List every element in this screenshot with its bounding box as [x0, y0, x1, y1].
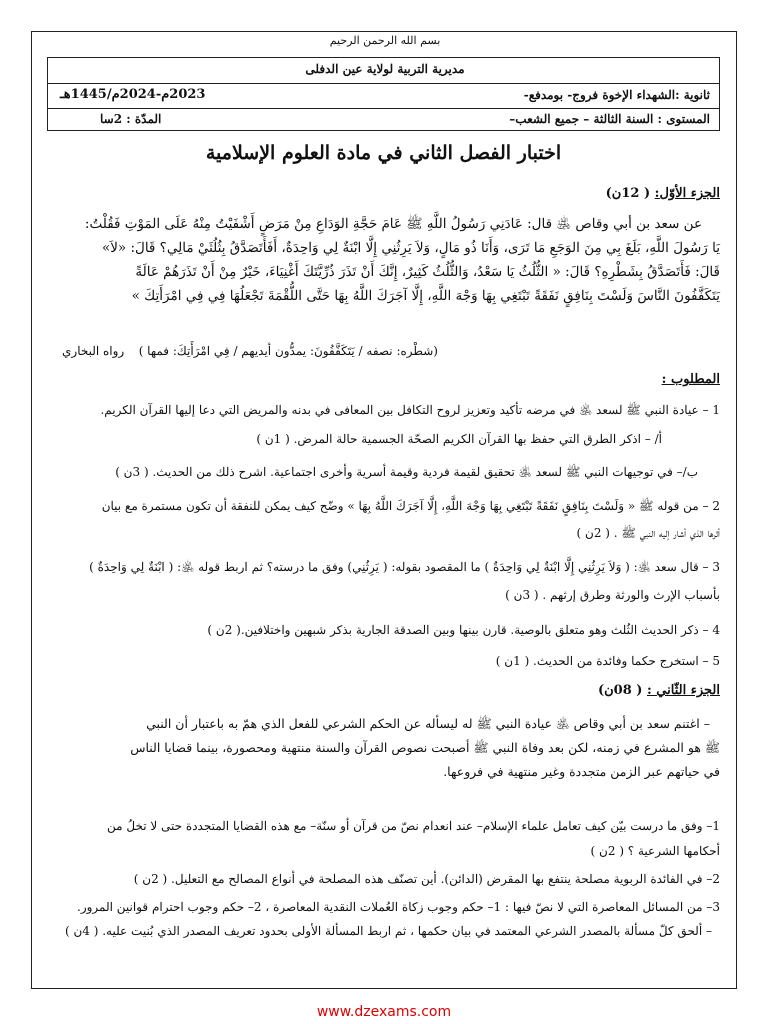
school-year: 2023م-2024م/1445هـ	[60, 87, 206, 102]
duration: المدّة : 2سا	[100, 112, 162, 126]
intro-line: في حياتهم عبر الزمن متجددة وغير منتهية في فروعها.	[443, 764, 720, 779]
part2-intro	[48, 712, 720, 784]
footer-url[interactable]: www.dzexams.com	[316, 1004, 452, 1020]
header-divider	[47, 108, 720, 109]
directorate: مديرية التربية لولاية عين الدفلى	[305, 62, 465, 76]
part1-heading	[606, 186, 720, 201]
narrator: رواه البخاري	[62, 344, 125, 358]
hadith-line: قَالَ: فَأَتَصَدَّقُ بِشَطْرِهِ؟ قَالَ: « الثُّلُثُ يَا سَعْدُ، وَالثُّلُثُ كَثِيرٌ، إِنَّكَ أَنْ تَذَرَ ذُرِّيَّتَكَ أَغْنِيَاءَ، خَيْرٌ مِنْ أَنْ تَذَرَهُمْ عَالَةً	[135, 264, 720, 280]
intro-line: – اغتنم سعد بن أبي وقاص ﵁ عيادة النبي ﷺ له ليسأله عن الحكم الشرعي للفعل الذي همّ به باعتبار أن النبي	[146, 716, 710, 731]
header-row-1	[60, 62, 710, 76]
part2-question-1-line2: أحكامها الشرعية ؟ ( 2ن )	[590, 844, 720, 858]
question-1: 1 – عيادة النبي ﷺ لسعد ﵁ في مرضه تأكيد وتعزيز لروح التكافل بين المعافى في بدنه والمريض التي دعا إليها القرآن الكريم.	[100, 403, 720, 417]
header-divider	[47, 83, 720, 84]
intro-line: ﷺ هو المشرع في زمنه، لكن بعد وفاة النبي ﷺ أصبحت نصوص القرآن والسنة منتهية ومحصورة، بينما قضايا الناس	[130, 740, 720, 755]
header-row-3	[60, 112, 710, 126]
question-2-line1: 2 – من قوله ﷺ « وَلَسْتَ بِنَافِقٍ نَفَقَةً تَبْتَغِي بِهَا وَجْهَ اللَّهِ، إِلَّا آجَرَكَ اللَّهُ بِهَا » وضّح كيف يمكن للنفقة أن تكون مستمرة مع بيان	[101, 499, 720, 513]
question-5: 5 – استخرج حكما وفائدة من الحديث. ( 1ن )	[495, 654, 720, 668]
part1-label: الجزء الأوّل:	[654, 186, 720, 201]
hadith-text	[48, 212, 720, 308]
part2-heading	[598, 683, 720, 698]
question-1b: ب/– في توجيهات النبي ﷺ لسعد ﵁ تحقيق لقيمة فردية وقيمة أسرية وأخرى اجتماعية. اشرح ذلك من الحديث. ( 3ن )	[115, 465, 698, 479]
part2-label: الجزء الثّاني :	[646, 683, 720, 698]
header-row-2	[60, 87, 710, 102]
part2-points: ( 08ن)	[597, 683, 643, 698]
required-heading	[662, 372, 720, 387]
part2-question-2: 2– في الفائدة الربوية مصلحة ينتفع بها المقرض (الدائن). أين تصنّف هذه المصلحة في أنواع المصالح مع التعليل. ( 2ن )	[133, 872, 720, 886]
level: المستوى : السنة الثالثة – جميع الشعب–	[509, 112, 710, 126]
hadith-line: يَتَكَفَّفُونَ النَّاسَ وَلَسْتَ بِنَافِقٍ نَفَقَةً تَبْتَغِي بِهَا وَجْهَ اللَّهِ، إِلَّا آجَرَكَ اللَّهُ بِهَا حَتَّى اللُّقْمَةَ تَجْعَلُهَا فِي فِي امْرَأَتِكَ »	[131, 288, 720, 304]
question-4: 4 – ذكر الحديث الثُلث وهو متعلق بالوصية. قارن بينها وبين الصدقة الجارية بذكر شبهين واختلافين.( 2ن )	[207, 623, 720, 637]
exam-title: اختبار الفصل الثاني في مادة العلوم الإسلامية	[205, 142, 562, 164]
basmala: بسم الله الرحمن الرحيم	[329, 34, 441, 47]
word-glossary: (شطْره: نصفه / يَتَكَفَّفُونَ: يمدُّون أيديهم / فِي امْرَأَتِكَ: فمها )	[138, 344, 438, 358]
school-name: ثانوية :الشهداء الإخوة فروج- بومدفع-	[523, 87, 710, 102]
hadith-line: عن سعد بن أبي وقاص ﵁ قال: عَادَنِي رَسُولُ اللَّهِ ﷺ عَامَ حَجَّةِ الوَدَاعِ مِنْ مَرَضٍ أَشْفَيْتُ مِنْهُ عَلَى المَوْتِ فَقُلْتُ:	[84, 216, 702, 232]
part1-points: ( 12ن)	[605, 186, 651, 201]
part2-question-3-line1: 3– من المسائل المعاصرة التي لا نصّ فيها : 1– حكم وجوب زكاة العُملات النقدية المعاصرة ، 2– حكم وجوب احترام قوانين المرور.	[77, 900, 720, 914]
question-1a: أ/ – اذكر الطرق التي حفظ بها القرآن الكريم الصحّة الجسمية حالة المرض. ( 1ن )	[256, 432, 662, 446]
question-3-line2: بأسباب الإرث والورثة وطرق إرثهم . ( 3ن )	[505, 588, 720, 602]
hadith-line: يَا رَسُولَ اللَّهِ، بَلَغَ بِي مِنَ الوَجَعِ مَا تَرَى، وَأَنَا ذُو مَالٍ، وَلاَ يَرِثُنِي إِلَّا ابْنَةٌ لِي وَاحِدَةٌ، أَفَأَتَصَدَّقُ بِثُلُثَيْ مَالِي؟ قَالَ: «لاَ»	[101, 240, 720, 256]
question-3-line1: 3 – قال سعد ﵁: ( وَلاَ يَرِثُنِي إِلَّا ابْنَةٌ لِي وَاحِدَةٌ ) ما المقصود بقوله: ( يَرِثُنِي) وفق ما درسته؟ ثم اربط قوله ﵁: ( ابْنَةٌ لِي وَاحِدَةٌ )	[89, 560, 720, 574]
question-2-line2: أثرها الذي أشار إليه النبي ﷺ . ( 2ن )	[576, 526, 720, 540]
required-label: المطلوب :	[661, 372, 720, 387]
part2-question-3-line2: – ألحق كلّ مسألة بالمصدر الشرعي المعتمد في بيان حكمها ، ثم اربط المسألة الأولى بحدود تعريف المصدر الذي بُنيت عليه. ( 4ن )	[64, 924, 712, 938]
part2-question-1-line1: 1– وفق ما درست بيّن كيف تعامل علماء الإسلام– عند انعدام نصّ من قرآن أو سنّة– مع هذه القضايا المتجددة حتى لا تخلُ من	[107, 819, 720, 833]
